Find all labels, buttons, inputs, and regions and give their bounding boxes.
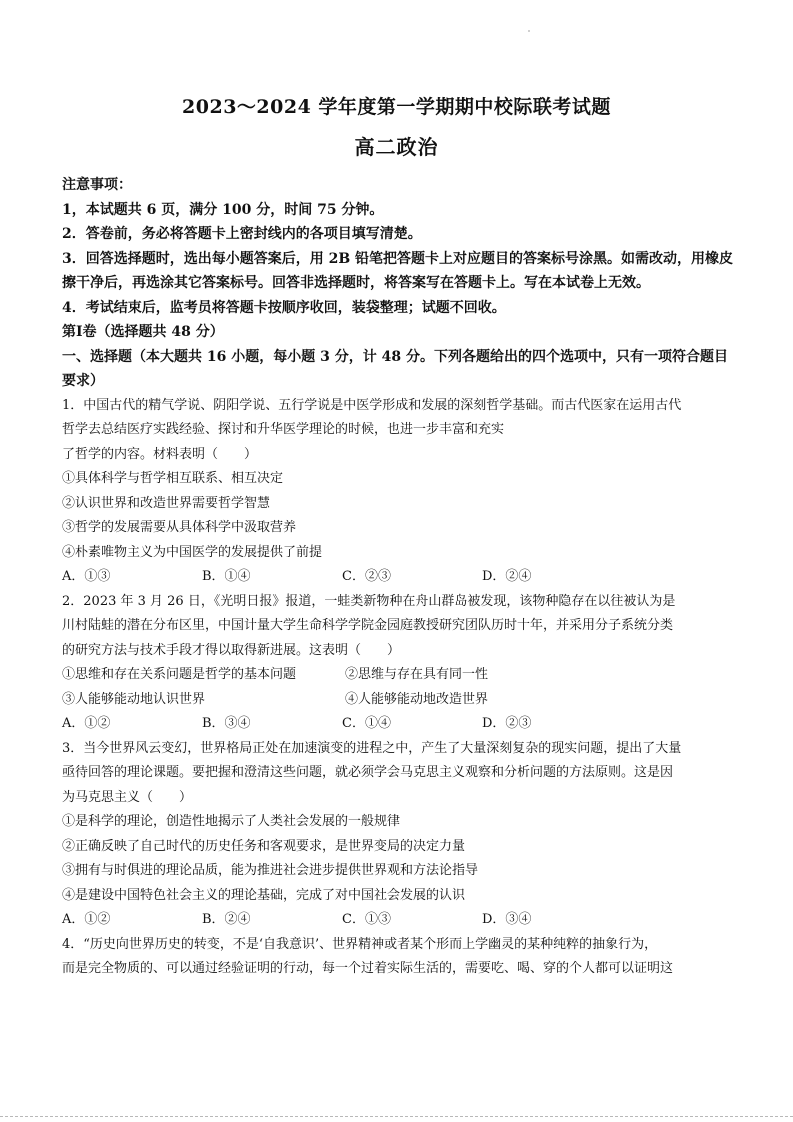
volume-heading: 第Ⅰ卷（选择题共 48 分）	[62, 324, 224, 340]
notice-item-3: 3．回答选择题时，选出每小题答案后，用 2B 铅笔把答题卡上对应题目的答案标号涂黑。如需改动，用橡皮擦干净后，再选涂其它答案标号。回答非选择题时，将答案写在答题卡上。写在本试卷上无效。	[62, 250, 734, 291]
notice-item-4: 4．考试结束后，监考员将答题卡按顺序收回，装袋整理；试题不回收。	[62, 299, 506, 316]
q2-option-b: B．③④	[202, 716, 251, 731]
q2-option-c: C．①④	[342, 716, 391, 731]
q4-stem-line1: 4．“历史向世界历史的转变，不是‘自我意识’、世界精神或者某个形而上学幽灵的某种纯粹的抽象行为，	[62, 936, 658, 952]
q1-option-b: B．①④	[202, 569, 251, 584]
q1-stem-line3: 了哲学的内容。材料表明（ ）	[62, 446, 258, 462]
q2-option-a: A．①②	[62, 716, 111, 731]
q3-option-a: A．①②	[62, 912, 111, 927]
exam-subject: 高二政治	[354, 135, 439, 159]
q1-stem-line2: 哲学去总结医疗实践经验、探讨和升华医学理论的时候，也进一步丰富和充实	[62, 422, 505, 437]
q1-options	[62, 565, 734, 590]
q3-stem-line2: 亟待回答的理论课题。要把握和澄清这些问题，就必须学会马克思主义观察和分析问题的方法原则。这是因	[62, 765, 674, 780]
q1-stem-line1: 1．中国古代的精气学说、阴阳学说、五行学说是中医学形成和发展的深刻哲学基础。而古代医家在运用古代	[62, 397, 682, 413]
exam-title: 2023～2024 学年度第一学期期中校际联考试题	[182, 96, 611, 118]
q2-stem-line3: 的研究方法与技术手段才得以取得新进展。这表明（ ）	[62, 642, 401, 658]
notice-item-2: 2．答卷前，务必将答题卡上密封线内的各项目填写清楚。	[62, 226, 422, 242]
q3-statement-3: ③拥有与时俱进的理论品质，能为推进社会进步提供世界观和方法论指导	[62, 863, 479, 878]
q1-option-a: A．①③	[62, 569, 111, 584]
q3-stem-line1: 3．当今世界风云变幻，世界格局正处在加速演变的进程之中，产生了大量深刻复杂的现实问题，提出了大量	[62, 740, 682, 756]
notice-item-1: 1，本试题共 6 页，满分 100 分，时间 75 分钟。	[62, 201, 384, 218]
q1-option-c: C．②③	[342, 569, 391, 584]
q3-options	[62, 908, 734, 933]
q2-statement-3: ③人能够能动地认识世界	[62, 691, 206, 707]
q1-option-d: D．②④	[482, 569, 532, 584]
q1-statement-1: ①具体科学与哲学相互联系、相互决定	[62, 471, 284, 486]
q2-statement-1: ①思维和存在关系问题是哲学的基本问题	[62, 667, 297, 682]
q3-option-d: D．③④	[482, 912, 532, 927]
q2-statement-4: ④人能够能动地改造世界	[345, 691, 489, 707]
q3-option-c: C．①③	[342, 912, 391, 927]
q2-statement-2: ②思维与存在具有同一性	[345, 667, 489, 682]
q2-options	[62, 712, 734, 737]
notice-heading: 注意事项：	[62, 177, 132, 193]
q3-statement-1: ①是科学的理论，创造性地揭示了人类社会发展的一般规律	[62, 814, 401, 829]
q3-option-b: B．②④	[202, 912, 251, 927]
q3-statement-4: ④是建设中国特色社会主义的理论基础，完成了对中国社会发展的认识	[62, 887, 466, 903]
q4-stem-line2: 而是完全物质的、可以通过经验证明的行动，每一个过着实际生活的，需要吃、喝、穿的个人都可以证明这	[62, 961, 674, 976]
q2-stem-line2: 川村陆蛙的潜在分布区里，中国计量大学生命科学学院金园庭教授研究团队历时十年，并采用分子系统分类	[62, 618, 674, 633]
scan-speck	[528, 30, 530, 32]
q3-statement-2: ②正确反映了自己时代的历史任务和客观要求，是世界变局的决定力量	[62, 838, 466, 854]
q1-statement-2: ②认识世界和改造世界需要哲学智慧	[62, 495, 271, 511]
exam-body	[62, 173, 734, 982]
page-bottom-divider	[0, 1116, 793, 1117]
q2-option-d: D．②③	[482, 716, 532, 731]
q2-statements-row2	[62, 688, 734, 713]
q1-statement-3: ③哲学的发展需要从具体科学中汲取营养	[62, 520, 297, 535]
section-instructions: 一、选择题（本大题共 16 小题，每小题 3 分，计 48 分。下列各题给出的四个选项中，只有一项符合题目要求）	[62, 348, 728, 389]
q1-statement-4: ④朴素唯物主义为中国医学的发展提供了前提	[62, 544, 323, 560]
q3-stem-line3: 为马克思主义（ ）	[62, 789, 193, 805]
q2-stem-line1: 2．2023 年 3 月 26 日，《光明日报》报道，一蛙类新物种在舟山群岛被发现，该物种隐存在以往被认为是	[62, 593, 676, 609]
q2-statements-row1	[62, 663, 734, 688]
